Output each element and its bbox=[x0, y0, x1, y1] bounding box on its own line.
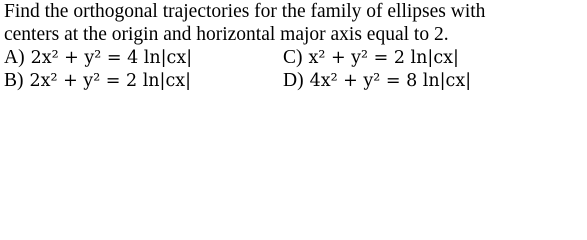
option-d[interactable] bbox=[283, 69, 471, 93]
option-c[interactable] bbox=[283, 46, 459, 70]
option-b-equation: 2x² + y² = 2 ln|cx| bbox=[29, 71, 192, 91]
question-block bbox=[4, 0, 587, 92]
option-a-equation: 2x² + y² = 4 ln|cx| bbox=[30, 48, 193, 68]
option-c-equation: x² + y² = 2 ln|cx| bbox=[308, 48, 459, 68]
option-d-equation: 4x² + y² = 8 ln|cx| bbox=[309, 71, 472, 91]
option-b-letter: B) bbox=[4, 70, 24, 91]
option-a-letter: A) bbox=[4, 47, 25, 68]
question-stem-line-1: Find the orthogonal trajectories for the family of ellipses with bbox=[4, 1, 486, 22]
answer-options bbox=[4, 46, 587, 92]
question-stem-line-2: centers at the origin and horizontal major axis equal to 2. bbox=[4, 24, 449, 45]
option-c-letter: C) bbox=[283, 47, 303, 68]
option-a[interactable] bbox=[4, 46, 192, 70]
option-d-letter: D) bbox=[283, 70, 304, 91]
option-b[interactable] bbox=[4, 69, 191, 93]
